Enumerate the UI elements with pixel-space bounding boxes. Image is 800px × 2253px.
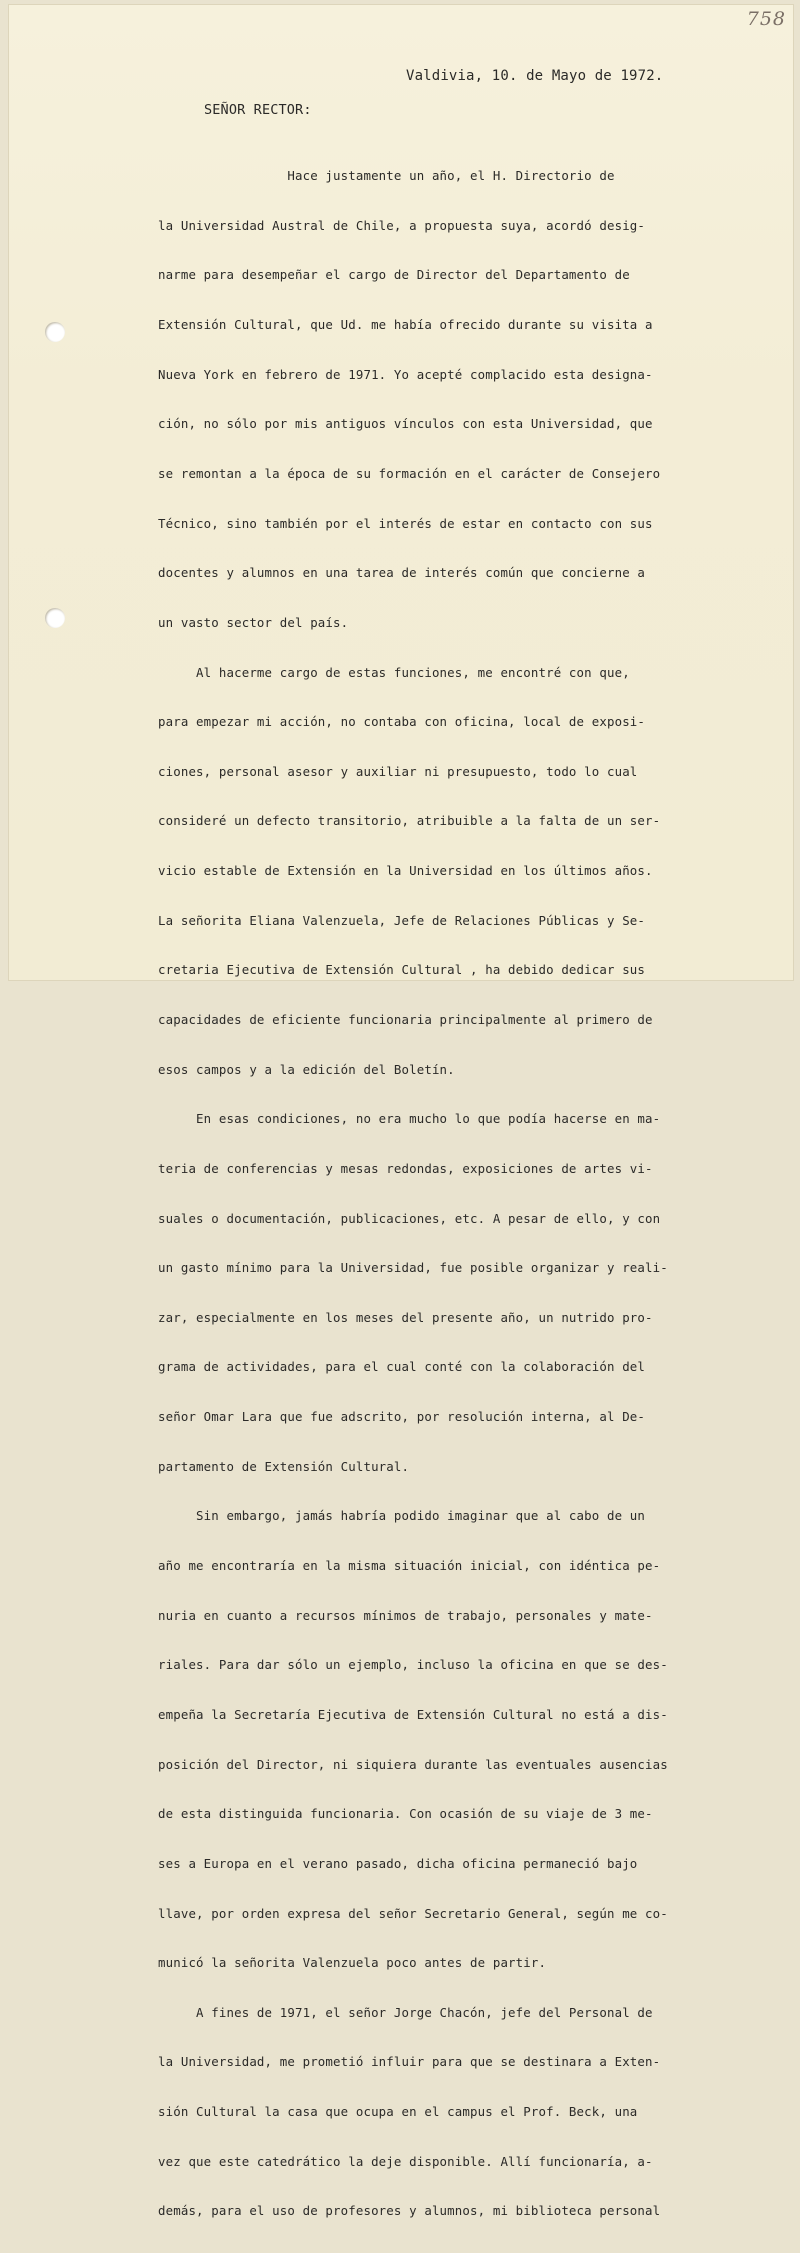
body-line: ción, no sólo por mis antiguos vínculos con esta Universidad, que <box>158 416 653 432</box>
body-line: Nueva York en febrero de 1971. Yo acepté complacido esta designa- <box>158 366 653 382</box>
body-line: empeña la Secretaría Ejecutiva de Extensión Cultural no está a dis- <box>158 1706 668 1722</box>
body-line: ciones, personal asesor y auxiliar ni presupuesto, todo lo cual <box>158 763 638 779</box>
body-line: posición del Director, ni siquiera durante las eventuales ausencias <box>158 1756 668 1772</box>
body-line: zar, especialmente en los meses del presente año, un nutrido pro- <box>158 1309 653 1325</box>
body-line: En esas condiciones, no era mucho lo que podía hacerse en ma- <box>158 1111 661 1127</box>
date-line: Valdivia, 10. de Mayo de 1972. <box>406 68 664 84</box>
body-line: Sin embargo, jamás habría podido imaginar que al cabo de un <box>158 1508 646 1524</box>
letter-body <box>158 135 668 2253</box>
punch-hole-bottom <box>45 608 65 628</box>
letter-page <box>8 4 794 2219</box>
body-line: vicio estable de Extensión en la Universidad en los últimos años. <box>158 863 653 879</box>
body-line: docentes y alumnos en una tarea de interés común que concierne a <box>158 565 646 581</box>
archive-number: 758 <box>746 8 786 30</box>
body-line: Hace justamente un año, el H. Directorio de <box>158 168 615 184</box>
body-line: señor Omar Lara que fue adscrito, por resolución interna, al De- <box>158 1409 646 1425</box>
body-line: un gasto mínimo para la Universidad, fue posible organizar y reali- <box>158 1260 668 1276</box>
body-line: grama de actividades, para el cual conté con la colaboración del <box>158 1359 646 1375</box>
body-line: Técnico, sino también por el interés de estar en contacto con sus <box>158 515 653 531</box>
body-line: ses a Europa en el verano pasado, dicha oficina permaneció bajo <box>158 1855 638 1871</box>
body-line: Extensión Cultural, que Ud. me había ofrecido durante su visita a <box>158 317 653 333</box>
body-line: cretaria Ejecutiva de Extensión Cultural , ha debido dedicar sus <box>158 962 646 978</box>
body-line: esos campos y a la edición del Boletín. <box>158 1061 455 1077</box>
body-line: la Universidad, me prometió influir para que se destinara a Exten- <box>158 2054 661 2070</box>
body-line: consideré un defecto transitorio, atribuible a la falta de un ser- <box>158 813 661 829</box>
body-line: demás, para el uso de profesores y alumnos, mi biblioteca personal <box>158 2203 661 2219</box>
body-line: un vasto sector del país. <box>158 614 349 630</box>
body-line: para empezar mi acción, no contaba con oficina, local de exposi- <box>158 714 646 730</box>
body-line: narme para desempeñar el cargo de Director del Departamento de <box>158 267 630 283</box>
body-line: teria de conferencias y mesas redondas, exposiciones de artes vi- <box>158 1160 653 1176</box>
punch-hole-top <box>45 322 65 342</box>
body-line: municó la señorita Valenzuela poco antes de partir. <box>158 1955 547 1971</box>
body-line: La señorita Eliana Valenzuela, Jefe de Relaciones Públicas y Se- <box>158 912 646 928</box>
body-line: A fines de 1971, el señor Jorge Chacón, jefe del Personal de <box>158 2004 653 2020</box>
body-line: nuria en cuanto a recursos mínimos de trabajo, personales y mate- <box>158 1607 653 1623</box>
body-line: partamento de Extensión Cultural. <box>158 1458 410 1474</box>
body-line: se remontan a la época de su formación en el carácter de Consejero <box>158 465 661 481</box>
body-line: año me encontraría en la misma situación inicial, con idéntica pe- <box>158 1558 661 1574</box>
body-line: riales. Para dar sólo un ejemplo, incluso la oficina en que se des- <box>158 1657 668 1673</box>
body-line: vez que este catedrático la deje disponible. Allí funcionaría, a- <box>158 2153 653 2169</box>
body-line: suales o documentación, publicaciones, etc. A pesar de ello, y con <box>158 1210 661 1226</box>
body-line: de esta distinguida funcionaria. Con ocasión de su viaje de 3 me- <box>158 1806 653 1822</box>
body-line: la Universidad Austral de Chile, a propuesta suya, acordó desig- <box>158 217 646 233</box>
body-line: sión Cultural la casa que ocupa en el campus el Prof. Beck, una <box>158 2104 638 2120</box>
body-line: llave, por orden expresa del señor Secretario General, según me co- <box>158 1905 668 1921</box>
body-line: capacidades de eficiente funcionaria principalmente al primero de <box>158 1011 653 1027</box>
body-line: Al hacerme cargo de estas funciones, me encontré con que, <box>158 664 630 680</box>
salutation: SEÑOR RECTOR: <box>204 102 312 118</box>
